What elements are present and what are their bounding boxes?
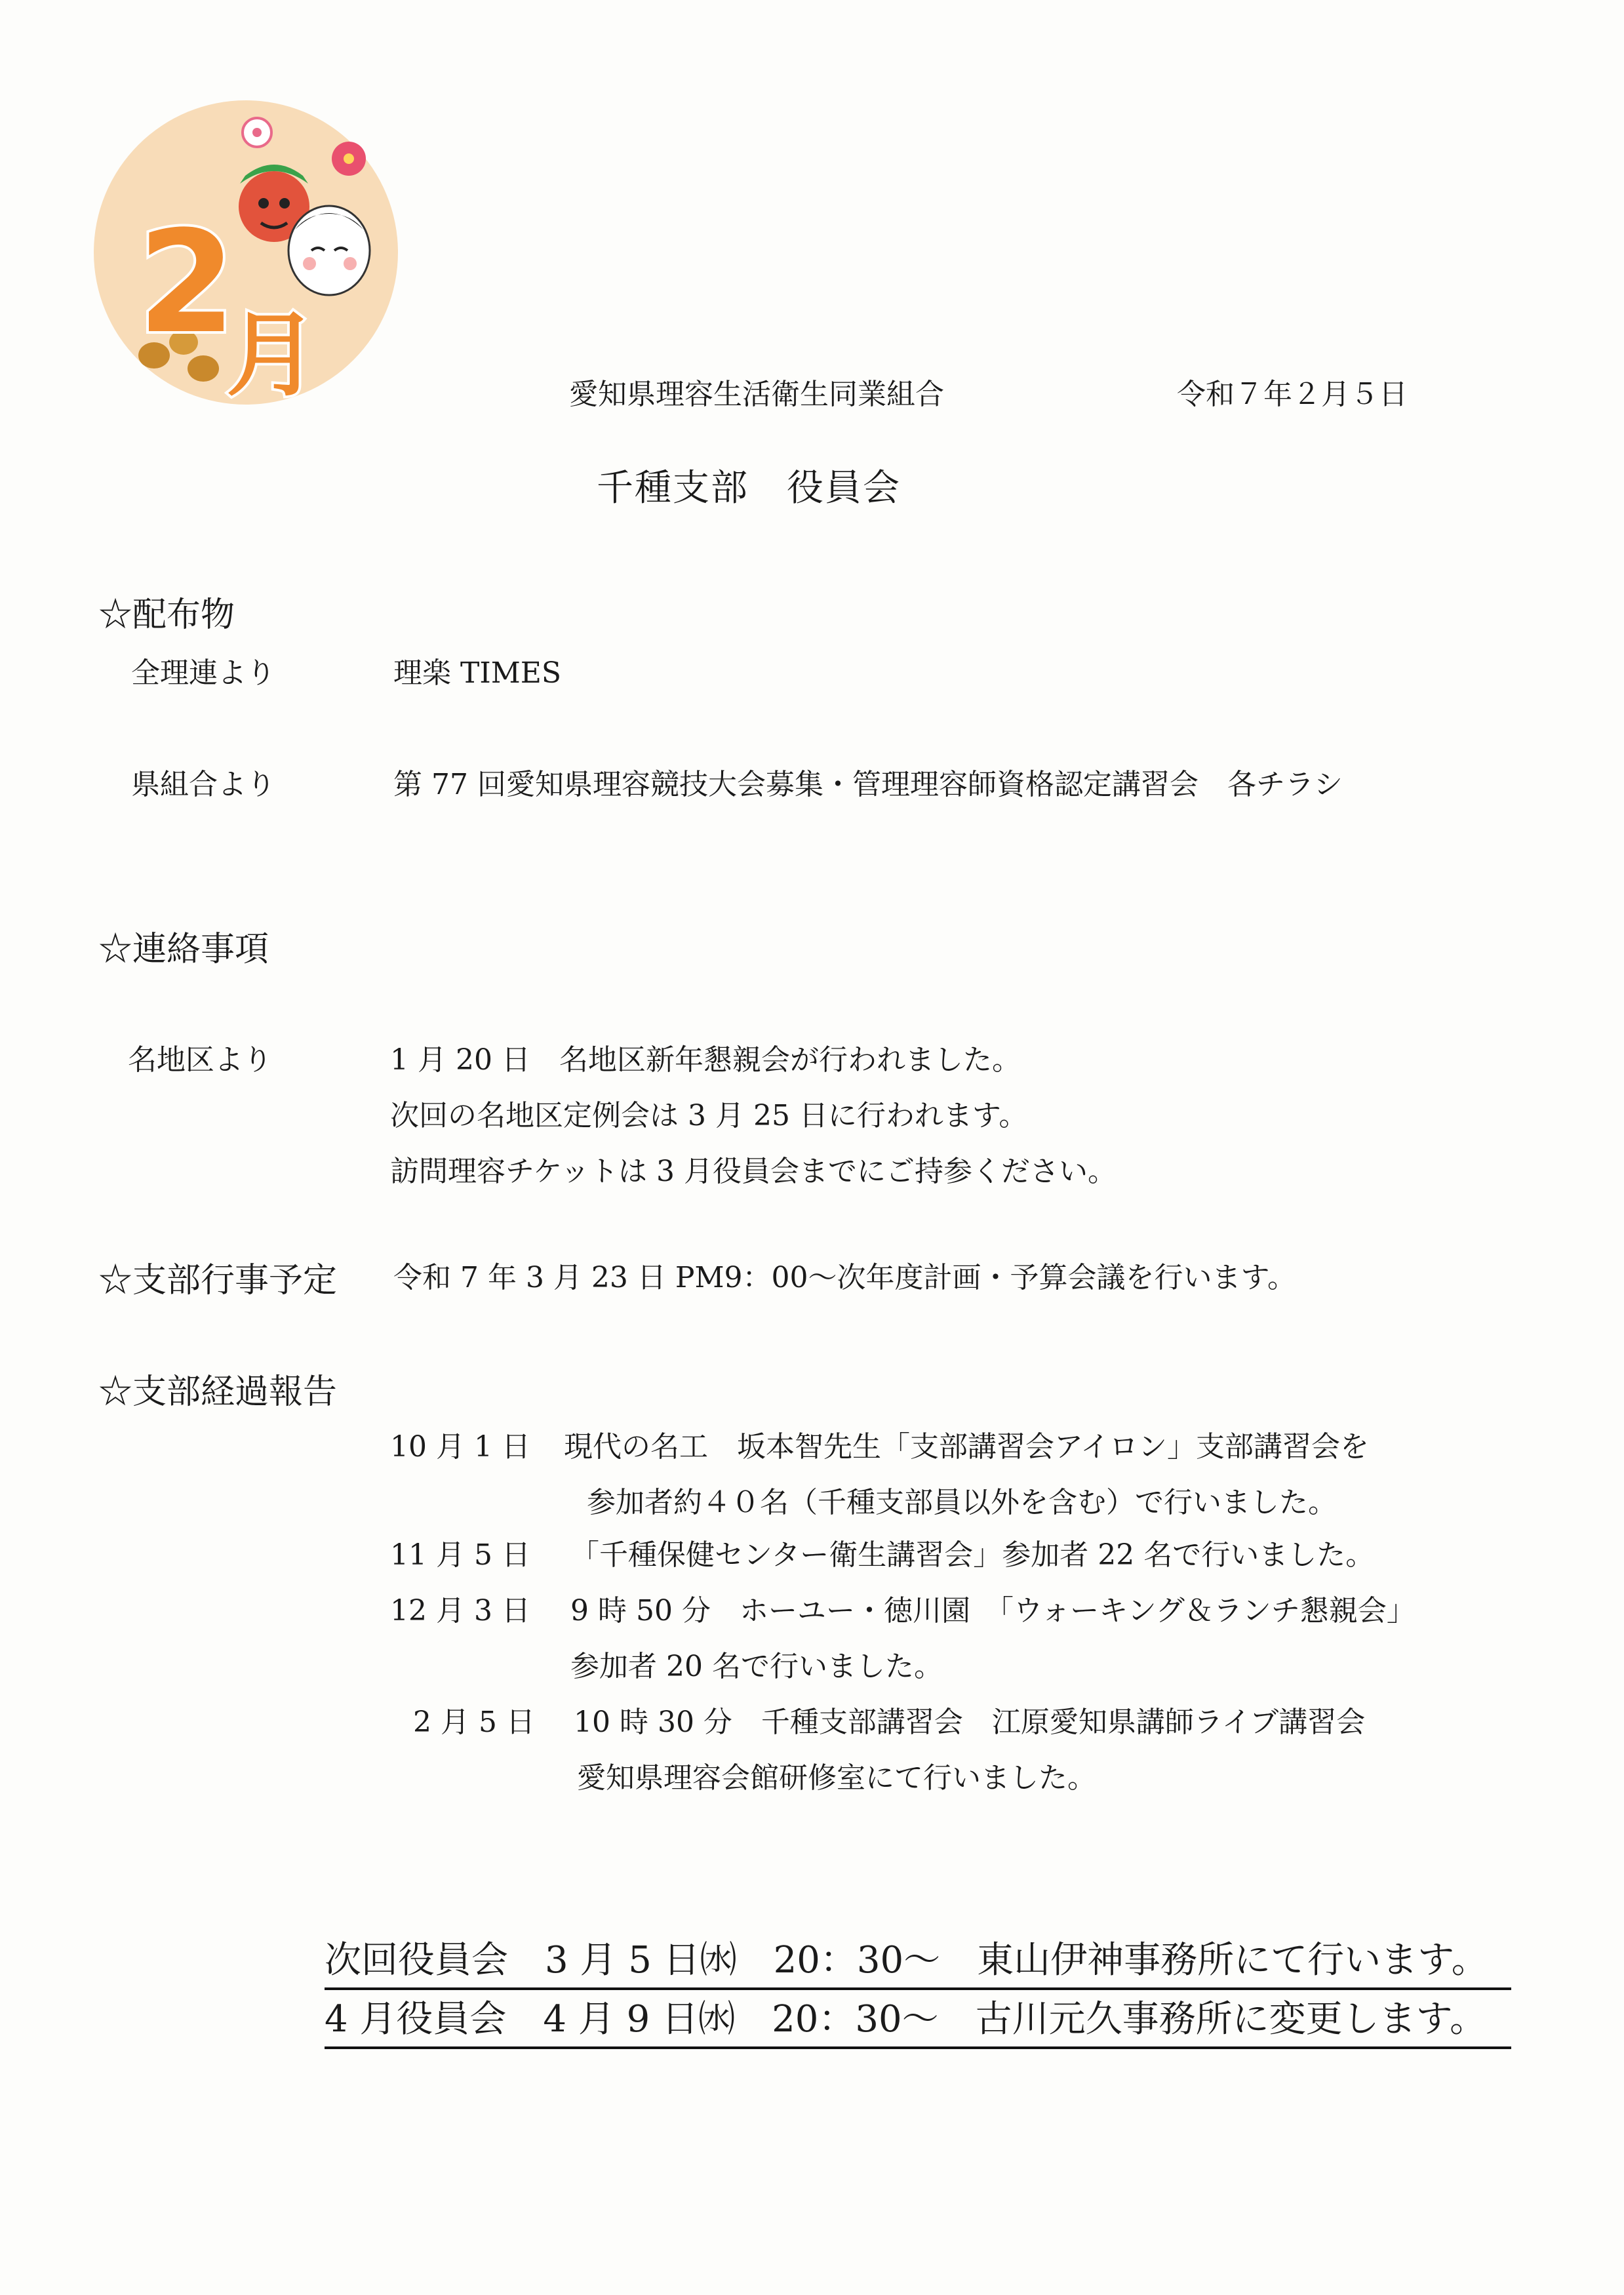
distribution-item: 第 77 回愛知県理容競技大会募集・管理理容師資格認定講習会 各チラシ	[393, 768, 1343, 801]
otafuku-face-icon	[288, 206, 370, 295]
report-text: 「千種保健センター衛生講習会」参加者 22 名で行いました。	[570, 1538, 1375, 1572]
document-date: 令和７年２月５日	[1177, 378, 1408, 411]
report-text: 10 時 30 分 千種支部講習会 江原愛知県講師ライブ講習会	[574, 1706, 1366, 1739]
month-label: 2	[138, 200, 236, 365]
report-date: 11 月 5 日	[390, 1538, 530, 1572]
distribution-source: 県組合より	[131, 768, 275, 801]
events-heading: ☆支部行事予定	[98, 1261, 338, 1300]
notice-line: 訪問理容チケットは 3 月役員会までにご持参ください。	[390, 1155, 1117, 1188]
report-text: 現代の名工 坂本智先生「支部講習会アイロン」支部講習会を	[564, 1430, 1370, 1464]
organization-name: 愛知県理容生活衛生同業組合	[569, 378, 944, 411]
page-title: 千種支部 役員会	[597, 467, 901, 509]
distribution-heading: ☆配布物	[98, 595, 235, 635]
distribution-item: 理楽 TIMES	[393, 656, 562, 690]
report-text: 9 時 50 分 ホーユー・徳川園 「ウォーキング＆ランチ懇親会」	[570, 1594, 1416, 1627]
plum-blossom-icon	[332, 142, 366, 176]
plum-blossom-icon	[243, 118, 271, 147]
next-meeting-notice: 次回役員会 3 月 5 日㈬ 20：30〜 東山伊神事務所にて行います。	[325, 1931, 1511, 1990]
report-heading: ☆支部経過報告	[98, 1372, 338, 1412]
events-text: 令和 7 年 3 月 23 日 PM9：00〜次年度計画・予算会議を行います。	[393, 1261, 1296, 1294]
report-continuation: 参加者 20 名で行いました。	[570, 1650, 943, 1683]
report-date: 2 月 5 日	[413, 1706, 535, 1739]
report-date: 12 月 3 日	[390, 1594, 530, 1627]
report-continuation: 愛知県理容会館研修室にて行いました。	[577, 1761, 1096, 1795]
report-date: 10 月 1 日	[390, 1430, 530, 1464]
report-continuation: 参加者約４０名（千種支部員以外を含む）で行いました。	[587, 1486, 1337, 1519]
distribution-source: 全理連より	[131, 656, 275, 690]
february-emblem	[92, 98, 400, 407]
month-kanji: 月	[226, 302, 319, 407]
notices-heading: ☆連絡事項	[98, 930, 269, 969]
notice-line: 次回の名地区定例会は 3 月 25 日に行われます。	[390, 1099, 1028, 1132]
notice-line: 1 月 20 日 名地区新年懇親会が行われました。	[390, 1043, 1021, 1077]
notices-source: 名地区より	[128, 1043, 272, 1077]
april-meeting-notice: 4 月役員会 4 月 9 日㈬ 20：30〜 古川元久事務所に変更します。	[325, 1990, 1511, 2049]
